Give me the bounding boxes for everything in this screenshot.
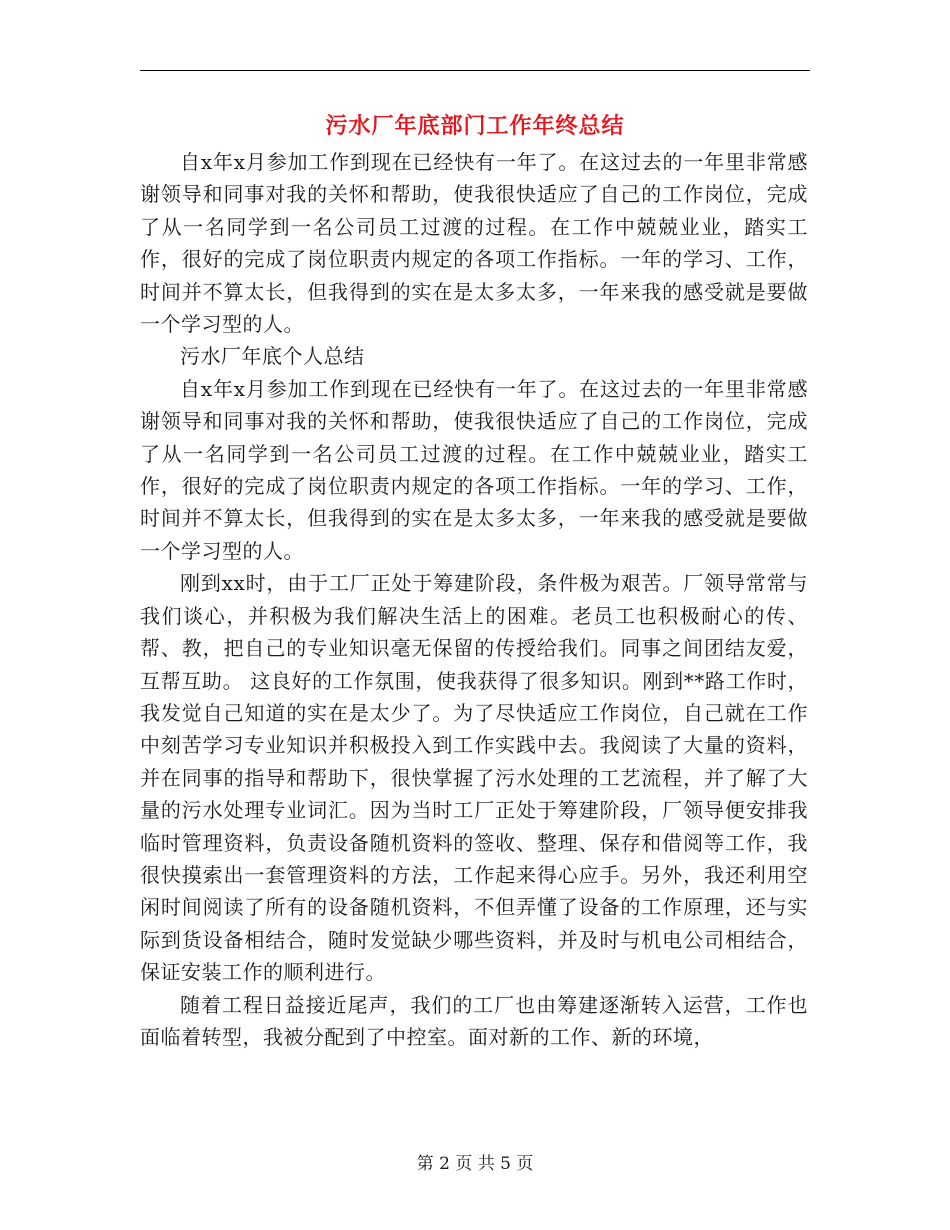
paragraph-transition: 随着工程日益接近尾声，我们的工厂也由筹建逐渐转入运营，工作也面临着转型，我被分配到了中控室。面对新的工作、新的环境， [140, 992, 808, 1049]
header-rule [140, 70, 810, 71]
document-title: 污水厂年底部门工作年终总结 [325, 113, 625, 139]
page-footer [0, 1152, 950, 1176]
paragraph-intro-repeat: 自x年x月参加工作到现在已经快有一年了。在这过去的一年里非常感谢领导和同事对我的关怀和帮助，使我很快适应了自己的工作岗位，完成了从一名同学到一名公司员工过渡的过程。在工作中兢兢业业，踏实工作，很好的完成了岗位职责内规定的各项工作指标。一年的学习、工作，时间并不算太长，但我得到的实在是太多太多，一年来我的感受就是要做一个学习型的人。 [140, 376, 808, 563]
paragraph-intro: 自x年x月参加工作到现在已经快有一年了。在这过去的一年里非常感谢领导和同事对我的关怀和帮助，使我很快适应了自己的工作岗位，完成了从一名同学到一名公司员工过渡的过程。在工作中兢兢业业，踏实工作，很好的完成了岗位职责内规定的各项工作指标。一年的学习、工作，时间并不算太长，但我得到的实在是太多太多，一年来我的感受就是要做一个学习型的人。 [140, 150, 808, 337]
paragraph-subheading: 污水厂年底个人总结 [180, 344, 365, 369]
document-body [140, 146, 808, 1053]
page-number: 第 2 页 共 5 页 [416, 1154, 534, 1174]
paragraph-arrival: 刚到xx时，由于工厂正处于筹建阶段，条件极为艰苦。厂领导常常与我们谈心，并积极为我们解决生活上的困难。老员工也积极耐心的传、帮、教，把自己的专业知识毫无保留的传授给我们。同事之间团结友爱，互帮互助。 这良好的工作氛围，使我获得了很多知识。刚到**路工作时，我发觉自己知道的实在是太少了。为了尽快适应工作岗位，自己就在工作中刻苦学习专业知识并积极投入到工作实践中去。我阅读了大量的资料，并在同事的指导和帮助下，很快掌握了污水处理的工艺流程，并了解了大量的污水处理专业词汇。因为当时工厂正处于筹建阶段，厂领导便安排我临时管理资料，负责设备随机资料的签收、整理、保存和借阅等工作，我很快摸索出一套管理资料的方法，工作起来得心应手。另外，我还利用空闲时间阅读了所有的设备随机资料，不但弄懂了设备的工作原理，还与实际到货设备相结合，随时发觉缺少哪些资料，并及时与机电公司相结合，保证安装工作的顺利进行。 [140, 571, 808, 985]
